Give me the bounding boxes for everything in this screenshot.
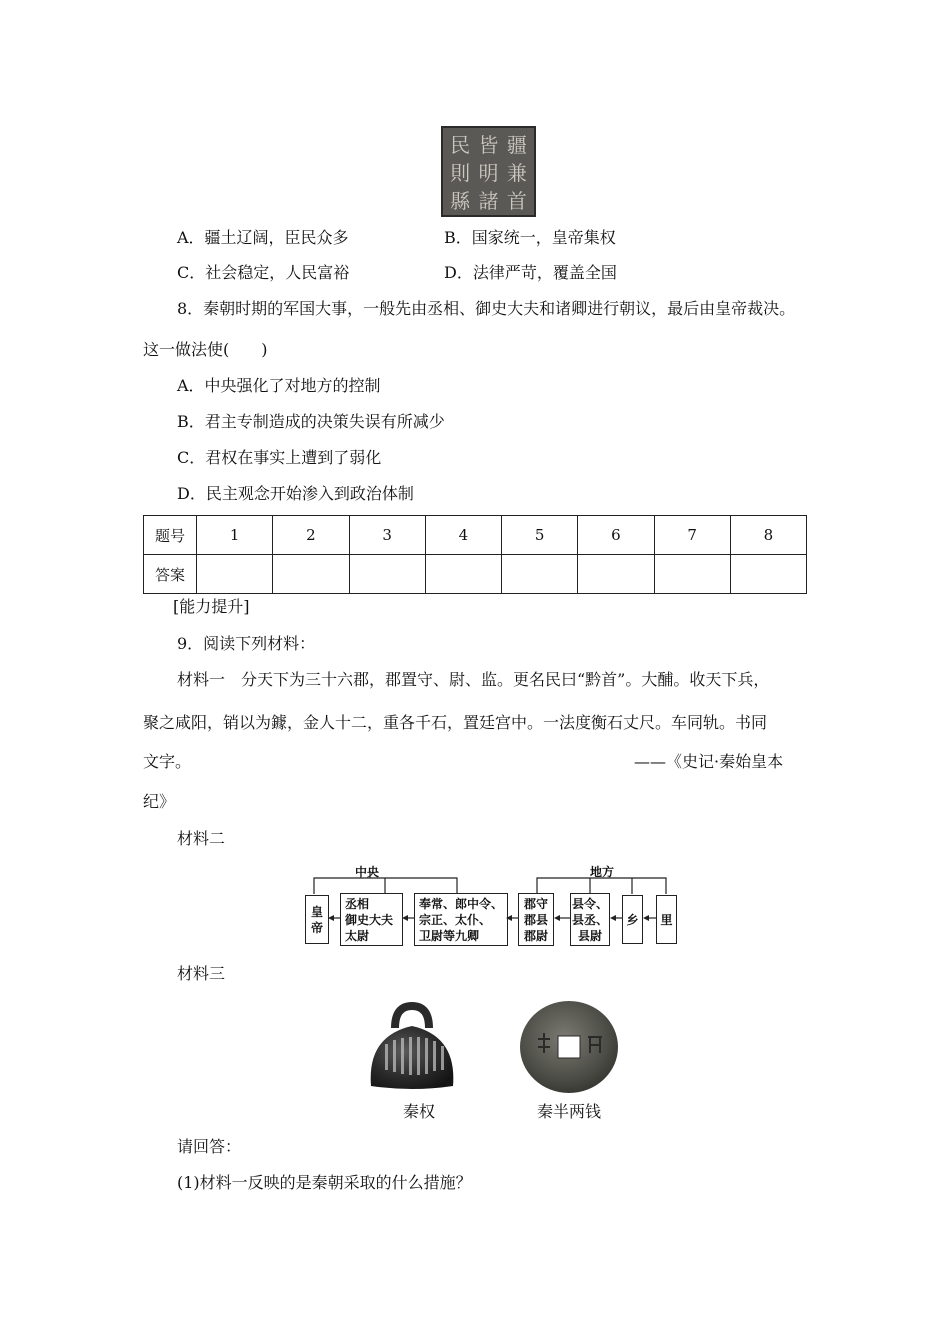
answer-cell[interactable] xyxy=(197,555,273,594)
county-box xyxy=(570,893,610,946)
township-box: 乡 xyxy=(622,895,643,944)
section-heading: [能力提升] xyxy=(173,597,250,616)
q7-option-c: C．社会稳定，人民富裕 xyxy=(177,263,350,282)
nine-line: 卫尉等九卿 xyxy=(419,928,480,943)
q9-intro: 9．阅读下列材料： xyxy=(177,634,316,653)
q8-option-c: C．君权在事实上遭到了弱化 xyxy=(177,448,382,467)
material-one-source: ——《史记·秦始皇本 xyxy=(634,752,784,771)
answer-cell[interactable] xyxy=(273,555,349,594)
material-one-line3: 文字。 xyxy=(143,752,192,771)
central-label: 中央 xyxy=(355,865,380,879)
minister-line: 丞相 xyxy=(345,896,370,911)
village-box xyxy=(656,895,677,944)
question-number-cell: 2 xyxy=(273,516,349,555)
question-prompt: 请回答： xyxy=(177,1137,242,1156)
commandery-box xyxy=(518,893,554,946)
seal-char: 則 xyxy=(450,161,471,185)
q7-option-a: A．疆土辽阔，臣民众多 xyxy=(177,228,349,247)
question-number-cell: 3 xyxy=(349,516,425,555)
table-row xyxy=(144,516,807,555)
seal-char: 民 xyxy=(450,133,471,157)
village-char: 里 xyxy=(660,912,673,927)
answer-cell[interactable] xyxy=(425,555,501,594)
question-number-cell: 5 xyxy=(502,516,578,555)
qin-edict-seal-image xyxy=(441,126,536,217)
material-three-label: 材料三 xyxy=(177,964,226,983)
answer-cell[interactable] xyxy=(578,555,654,594)
q7-option-d: D．法律严苛，覆盖全国 xyxy=(444,263,617,282)
seal-char: 疆 xyxy=(506,133,527,157)
material-one-line2: 聚之咸阳，销以为鐻，金人十二，重各千石，置廷宫中。一法度衡石丈尺。车同轨。书同 xyxy=(143,713,768,732)
answer-cell[interactable] xyxy=(349,555,425,594)
qin-half-liang-coin-image xyxy=(518,999,620,1095)
qin-weight-image xyxy=(363,1000,461,1092)
commandery-line: 郡尉 xyxy=(523,928,548,943)
county-line: 县令、 xyxy=(571,896,608,911)
material-one-line1: 材料一 分天下为三十六郡，郡置守、尉、监。更名民曰“黔首”。大酺。收天下兵， xyxy=(177,670,770,689)
question-number-cell: 6 xyxy=(578,516,654,555)
material-two-label: 材料二 xyxy=(177,829,226,848)
q8-option-b: B．君主专制造成的决策失误有所减少 xyxy=(177,412,445,431)
ministers-box xyxy=(340,893,403,946)
seal-char: 縣 xyxy=(450,189,471,213)
seal-char: 兼 xyxy=(506,161,527,185)
nine-line: 奉常、郎中令、 xyxy=(419,896,504,911)
minister-line: 御史大夫 xyxy=(345,912,394,927)
table-row xyxy=(144,555,807,594)
row-label-answer: 答案 xyxy=(144,555,197,594)
nine-line: 宗正、太仆、 xyxy=(419,912,492,927)
commandery-line: 郡县 xyxy=(523,912,548,927)
commandery-line: 郡守 xyxy=(523,896,548,911)
question-number-cell: 8 xyxy=(730,516,806,555)
emperor-char: 皇 xyxy=(310,904,323,919)
answer-cell[interactable] xyxy=(730,555,806,594)
coin-caption: 秦半两钱 xyxy=(537,1102,602,1121)
question-number-cell: 1 xyxy=(197,516,273,555)
q8-option-a: A．中央强化了对地方的控制 xyxy=(177,376,381,395)
q8-stem-line2: 这一做法使( ) xyxy=(143,340,268,359)
row-label-number: 题号 xyxy=(144,516,197,555)
minister-line: 太尉 xyxy=(345,928,370,943)
seal-char: 首 xyxy=(506,189,527,213)
seal-char: 諸 xyxy=(478,189,499,213)
local-label: 地方 xyxy=(590,865,615,879)
question-number-cell: 4 xyxy=(425,516,501,555)
seal-char: 明 xyxy=(478,161,499,185)
q8-stem-line1: 8．秦朝时期的军国大事，一般先由丞相、御史大夫和诸卿进行朝议，最后由皇帝裁决。 xyxy=(177,299,796,318)
answer-cell[interactable] xyxy=(654,555,730,594)
question-number-cell: 7 xyxy=(654,516,730,555)
answer-table xyxy=(143,515,807,594)
emperor-char: 帝 xyxy=(310,920,323,935)
county-line: 县丞、 xyxy=(571,912,608,927)
emperor-box xyxy=(305,895,329,944)
weight-caption: 秦权 xyxy=(403,1102,436,1121)
nine-ministers-box xyxy=(414,893,508,946)
q7-option-b: B．国家统一，皇帝集权 xyxy=(444,228,616,247)
answer-cell[interactable] xyxy=(502,555,578,594)
county-line: 县尉 xyxy=(577,928,602,943)
sub-question-1: (1)材料一反映的是秦朝采取的什么措施？ xyxy=(177,1173,472,1192)
q8-option-d: D．民主观念开始渗入到政治体制 xyxy=(177,484,414,503)
material-one-source-cont: 纪》 xyxy=(143,792,176,811)
seal-char: 皆 xyxy=(478,133,499,157)
